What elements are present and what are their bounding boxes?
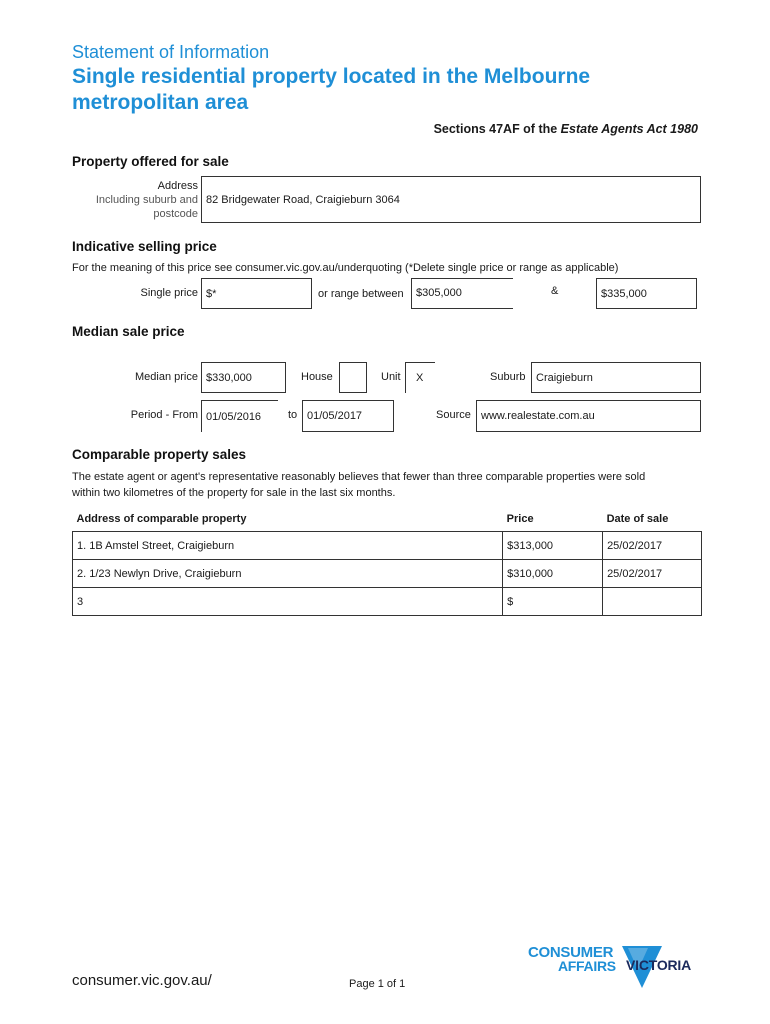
- unit-value: X: [416, 372, 424, 384]
- address-label-line-1: Address: [157, 180, 198, 192]
- period-from-field[interactable]: [201, 400, 278, 432]
- page-title-line-1: Single residential property located in the Melbourne: [72, 65, 591, 88]
- period-to-value: 01/05/2017: [307, 410, 363, 422]
- range-low-value: $305,000: [416, 287, 462, 299]
- logo-text-victoria: VICTORIA: [626, 957, 692, 973]
- suburb-field[interactable]: [531, 362, 701, 393]
- consumer-affairs-victoria-logo: [528, 942, 704, 994]
- single-price-field[interactable]: [201, 278, 312, 309]
- table-row: [73, 588, 702, 616]
- page-number: Page 1 of 1: [349, 978, 406, 990]
- median-price-field[interactable]: [201, 362, 286, 393]
- table-row: [73, 532, 702, 560]
- range-high-field[interactable]: [596, 278, 697, 309]
- comparable-price-cell[interactable]: $313,000: [503, 532, 603, 560]
- address-label-line-3: postcode: [153, 208, 198, 220]
- period-from-label: Period - From: [130, 409, 198, 421]
- comparable-address-cell[interactable]: 1. 1B Amstel Street, Craigieburn: [73, 532, 503, 560]
- comparable-date-cell[interactable]: 25/02/2017: [603, 532, 702, 560]
- comparable-note-line-1: The estate agent or agent's representative reasonably believes that fewer than three comparable properties were sold: [72, 471, 646, 483]
- act-name: Estate Agents Act 1980: [560, 122, 698, 136]
- range-high-value: $335,000: [601, 287, 647, 300]
- statement-kicker: Statement of Information: [72, 42, 270, 62]
- source-label: Source: [436, 409, 471, 421]
- unit-checkbox[interactable]: [405, 362, 435, 393]
- source-value: www.realestate.com.au: [481, 410, 595, 422]
- comparable-address-cell[interactable]: 3: [73, 588, 503, 616]
- act-prefix: Sections 47AF of the: [433, 122, 561, 136]
- source-field[interactable]: [476, 400, 701, 432]
- col-address-header: Address of comparable property: [76, 513, 247, 525]
- col-price-header: Price: [506, 513, 534, 525]
- single-price-label: Single price: [140, 287, 198, 299]
- suburb-label: Suburb: [490, 371, 526, 383]
- logo-text-consumer: CONSUMER: [528, 944, 614, 961]
- house-label: House: [301, 371, 333, 383]
- col-date-header: Date of sale: [606, 513, 669, 525]
- act-reference: [434, 122, 698, 136]
- comparable-price-cell[interactable]: $310,000: [503, 560, 603, 588]
- comparable-date-cell[interactable]: 25/02/2017: [603, 560, 702, 588]
- indicative-heading: Indicative selling price: [72, 239, 217, 254]
- address-label: [96, 179, 198, 221]
- range-label: or range between: [318, 288, 404, 300]
- footer-site-link[interactable]: consumer.vic.gov.au/: [72, 972, 212, 989]
- table-row: [73, 560, 702, 588]
- unit-label: Unit: [381, 371, 401, 383]
- comparable-heading: Comparable property sales: [72, 447, 247, 462]
- page-title-line-2: metropolitan area: [72, 91, 249, 114]
- comparable-note-line-2: within two kilometres of the property for sale in the last six months.: [72, 487, 396, 499]
- period-from-value: 01/05/2016: [206, 410, 262, 423]
- address-value: 82 Bridgewater Road, Craigieburn 3064: [206, 193, 400, 206]
- property-heading: Property offered for sale: [72, 154, 229, 169]
- address-label-line-2: Including suburb and: [95, 194, 198, 206]
- median-heading: Median sale price: [72, 324, 185, 339]
- median-price-value: $330,000: [206, 371, 252, 384]
- house-checkbox[interactable]: [339, 362, 367, 393]
- period-to-field[interactable]: [302, 400, 394, 432]
- range-low-field[interactable]: [411, 278, 513, 309]
- address-field[interactable]: [201, 176, 701, 223]
- period-to-label: to: [288, 409, 298, 421]
- median-price-label: Median price: [135, 371, 198, 383]
- comparable-table: [72, 510, 702, 616]
- comparable-address-cell[interactable]: 2. 1/23 Newlyn Drive, Craigieburn: [73, 560, 503, 588]
- logo-text-affairs: AFFAIRS: [558, 958, 616, 974]
- indicative-note: For the meaning of this price see consumer.vic.gov.au/underquoting (*Delete single price or range as applicable): [72, 262, 619, 274]
- table-header-row: [73, 510, 702, 532]
- single-price-value: $*: [206, 287, 217, 300]
- range-and-label: &: [551, 285, 559, 297]
- comparable-price-cell[interactable]: $: [503, 588, 603, 616]
- comparable-date-cell[interactable]: [603, 588, 702, 616]
- suburb-value: Craigieburn: [536, 371, 593, 384]
